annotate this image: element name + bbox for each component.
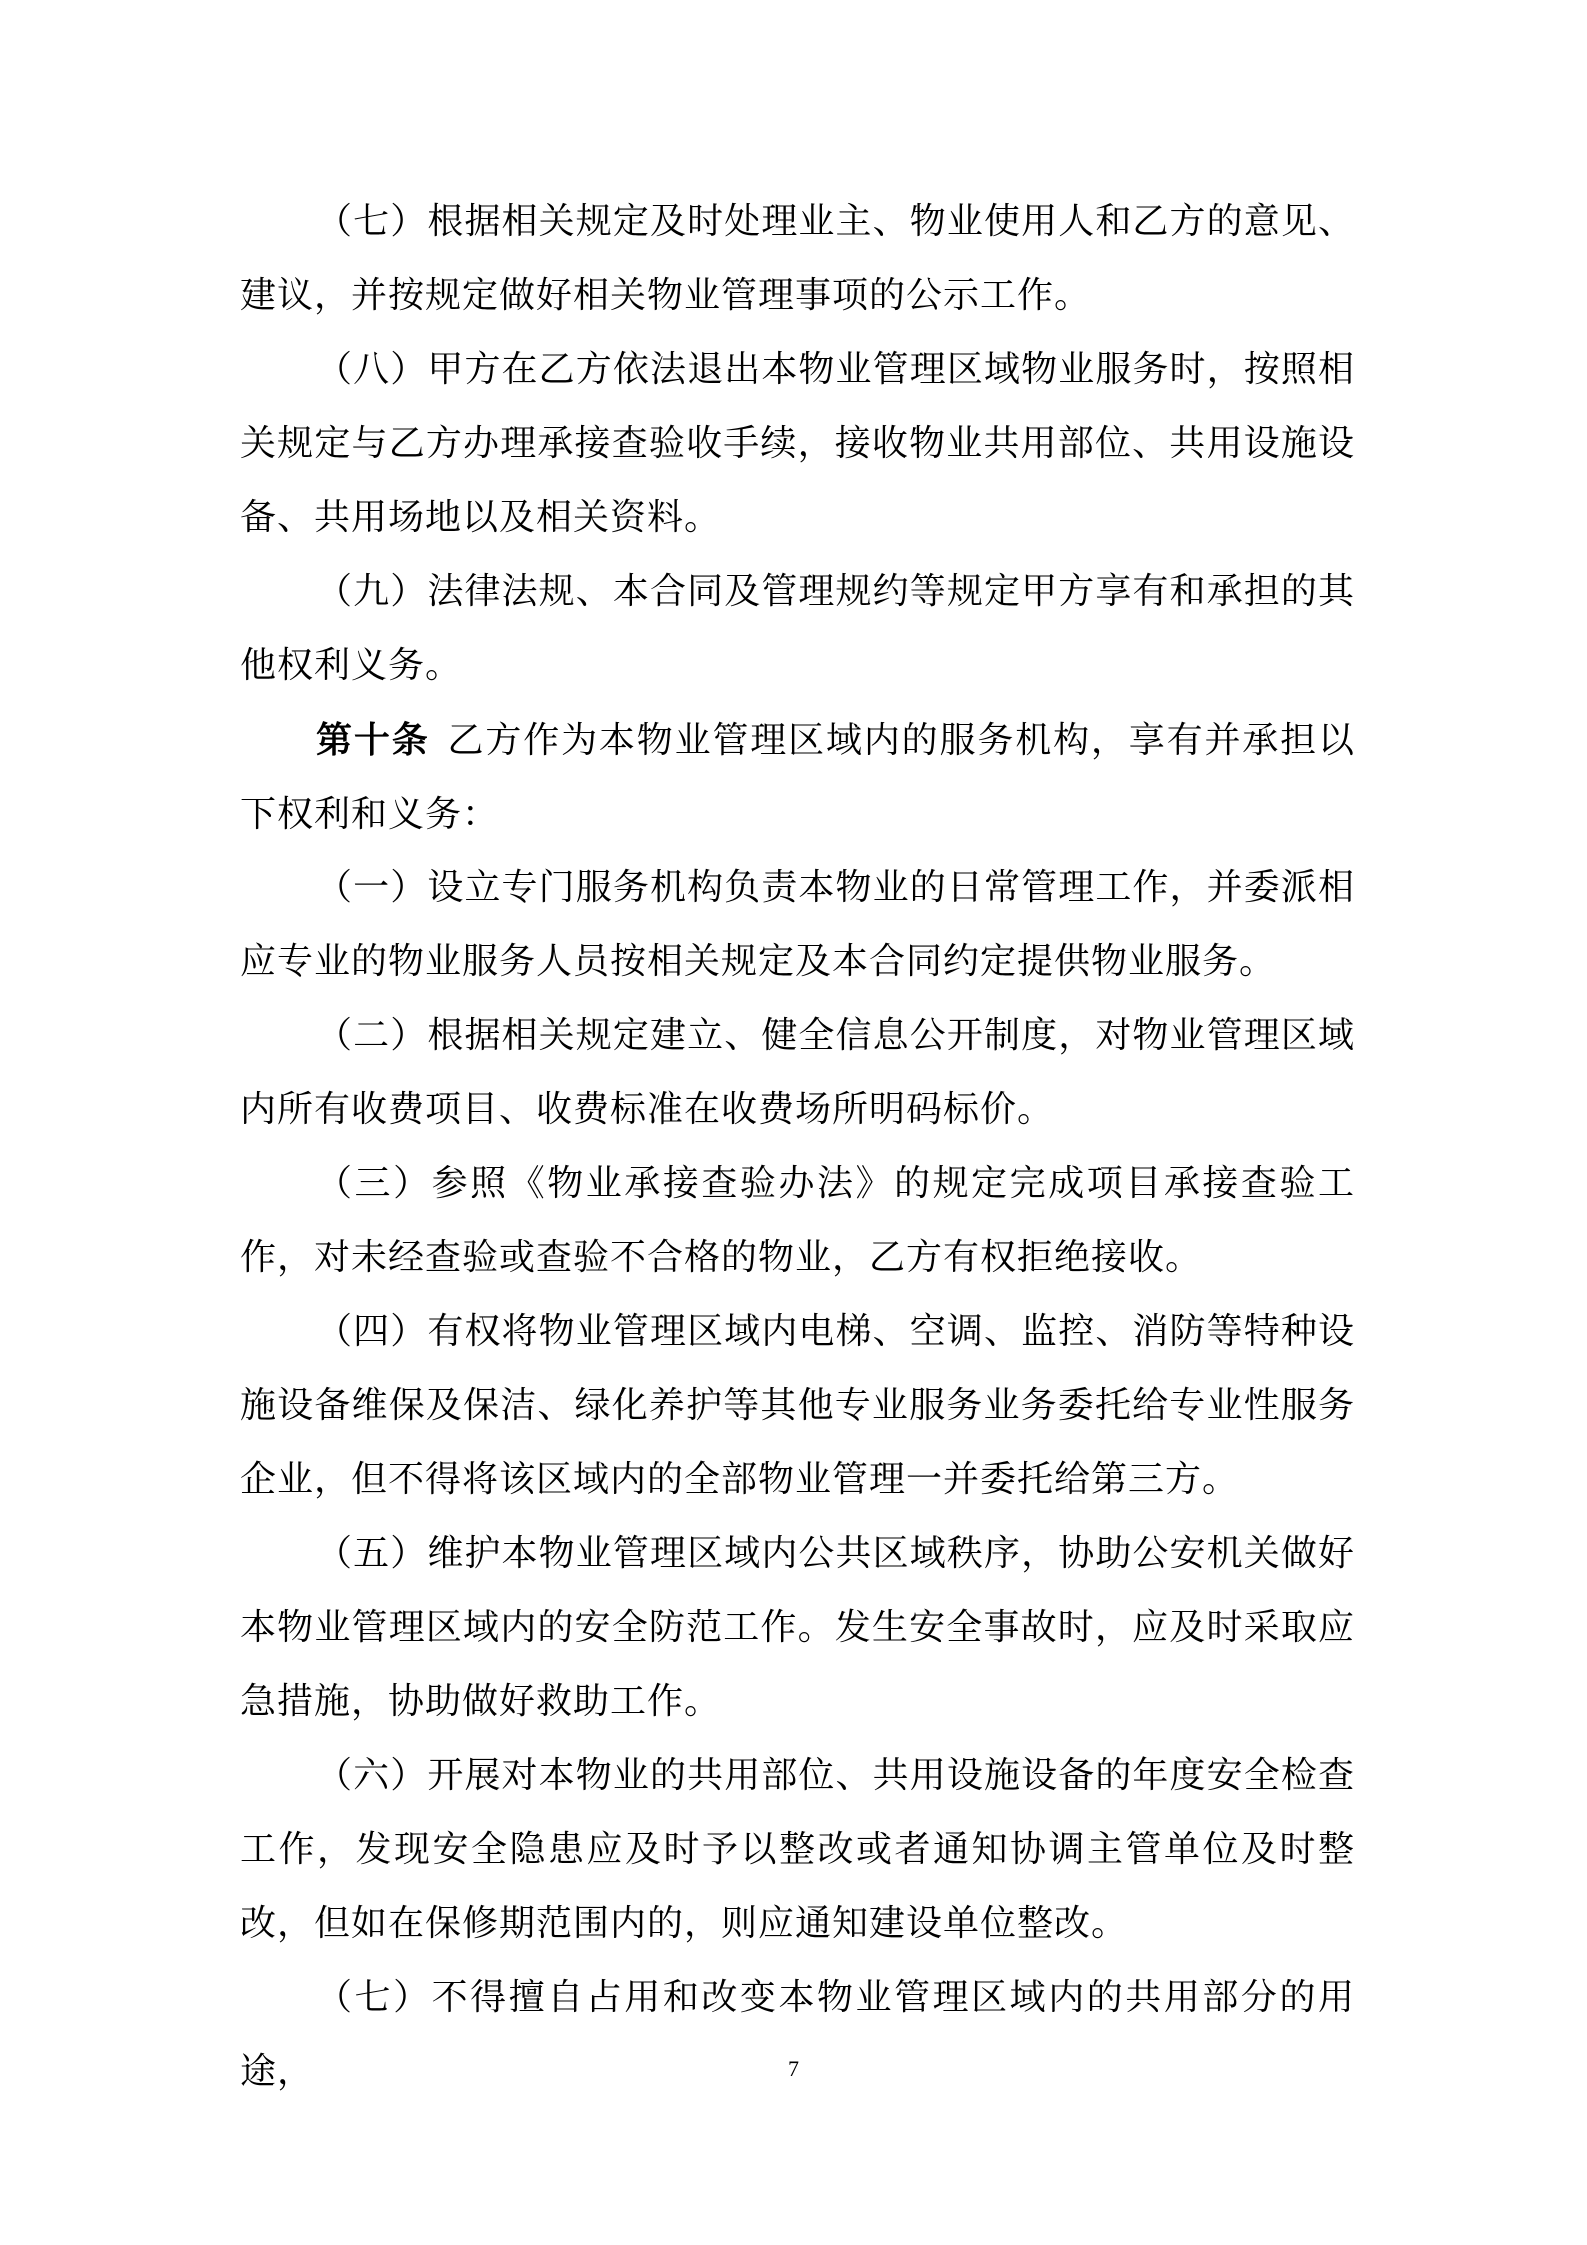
article-ten-text: 乙方作为本物业管理区域内的服务机构，享有并承担以下权利和义务：	[240, 720, 1355, 835]
paragraph-clause-4: （四）有权将物业管理区域内电梯、空调、监控、消防等特种设施设备维保及保洁、绿化养护等其他专业服务业务委托给专业性服务企业，但不得将该区域内的全部物业管理一并委托给第三方。	[240, 1311, 1355, 1500]
paragraph-clause-8-owner: （八）甲方在乙方依法退出本物业管理区域物业服务时，按照相关规定与乙方办理承接查验收手续，接收物业共用部位、共用设施设备、共用场地以及相关资料。	[240, 349, 1355, 538]
paragraph-clause-1: （一）设立专门服务机构负责本物业的日常管理工作，并委派相应专业的物业服务人员按相关规定及本合同约定提供物业服务。	[240, 867, 1355, 982]
page-number: 7	[788, 2056, 799, 2081]
paragraph-clause-3: （三）参照《物业承接查验办法》的规定完成项目承接查验工作，对未经查验或查验不合格的物业，乙方有权拒绝接收。	[240, 1163, 1355, 1278]
paragraph-clause-9-owner: （九）法律法规、本合同及管理规约等规定甲方享有和承担的其他权利义务。	[240, 571, 1355, 686]
paragraph-clause-6: （六）开展对本物业的共用部位、共用设施设备的年度安全检查工作，发现安全隐患应及时予以整改或者通知协调主管单位及时整改，但如在保修期范围内的，则应通知建设单位整改。	[240, 1755, 1355, 1944]
paragraph-clause-7-owner: （七）根据相关规定及时处理业主、物业使用人和乙方的意见、建议，并按规定做好相关物业管理事项的公示工作。	[240, 201, 1355, 316]
article-ten-heading: 第十条	[316, 719, 430, 761]
paragraph-clause-2: （二）根据相关规定建立、健全信息公开制度，对物业管理区域内所有收费项目、收费标准在收费场所明码标价。	[240, 1015, 1355, 1130]
article-ten-paragraph	[240, 703, 1355, 852]
paragraph-clause-7: （七）不得擅自占用和改变本物业管理区域内的共用部分的用途，	[240, 1977, 1355, 2092]
paragraph-clause-5: （五）维护本物业管理区域内公共区域秩序，协助公安机关做好本物业管理区域内的安全防范工作。发生安全事故时，应及时采取应急措施，协助做好救助工作。	[240, 1533, 1355, 1722]
